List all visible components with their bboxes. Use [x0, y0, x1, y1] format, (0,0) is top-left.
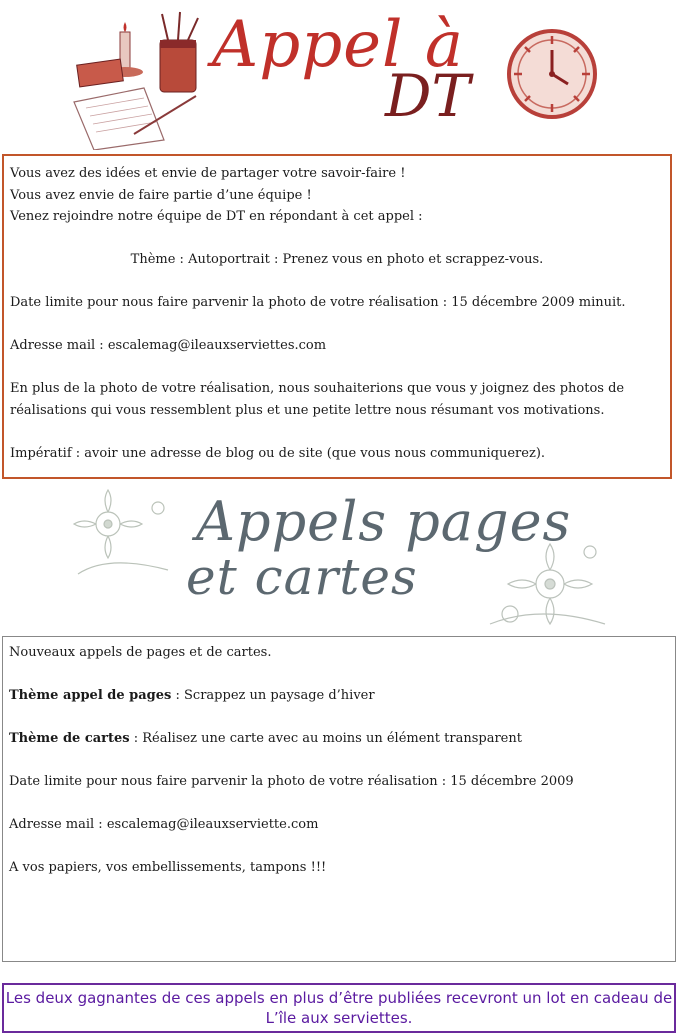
header-subtitle: DT	[385, 62, 471, 130]
dt-deadline: Date limite pour nous faire parvenir la photo de votre réalisation : 15 décembre 2009 minuit.	[10, 295, 626, 310]
desk-illustration-icon	[64, 10, 204, 150]
pages-theme-label: Thème appel de pages	[9, 688, 172, 704]
dt-call-box	[2, 154, 672, 479]
dt-theme: Thème : Autoportrait : Prenez vous en photo et scrappez-vous.	[130, 252, 544, 267]
prize-text: Les deux gagnantes de ces appels en plus d’être publiées recevront un lot en cadeau de L’île aux serviettes.	[5, 989, 673, 1027]
header-title: Appel à	[212, 8, 464, 82]
cards-theme-label: Thème de cartes	[9, 731, 130, 747]
calls-banner	[0, 484, 676, 634]
cards-theme	[9, 728, 669, 750]
dt-line-1: Vous avez des idées et envie de partager votre savoir-faire !	[10, 166, 406, 181]
pages-closing: A vos papiers, vos embellissements, tampons !!!	[9, 860, 327, 876]
calls-banner-line-1: Appels pages	[196, 490, 572, 553]
calls-banner-line-2: et cartes	[186, 548, 418, 606]
pages-theme	[9, 685, 669, 707]
header-banner	[0, 0, 676, 152]
pages-email: Adresse mail : escalemag@ileauxserviette.com	[9, 817, 319, 833]
flower-decoration-icon	[480, 524, 610, 634]
pages-intro: Nouveaux appels de pages et de cartes.	[9, 645, 272, 660]
dt-email: Adresse mail : escalemag@ileauxserviettes.com	[10, 338, 327, 353]
prize-box	[2, 983, 676, 1033]
dt-line-2: Vous avez envie de faire partie d’une équipe !	[10, 187, 312, 203]
clock-icon	[506, 28, 598, 120]
dt-line-3: Venez rejoindre notre équipe de DT en répondant à cet appel :	[10, 209, 423, 224]
dt-extra: En plus de la photo de votre réalisation, nous souhaiterions que vous y joignez des photos de réalisations qui vous ressemblent plus et une petite lettre nous résumant vos motivations.	[10, 381, 625, 418]
pages-call-box	[2, 636, 676, 962]
flower-decoration-icon	[58, 484, 188, 594]
cards-theme-text: : Réalisez une carte avec au moins un élément transparent	[129, 731, 522, 747]
pages-theme-text: : Scrappez un paysage d’hiver	[171, 688, 375, 704]
dt-requirement: Impératif : avoir une adresse de blog ou de site (que vous nous communiquerez).	[10, 445, 546, 461]
pages-deadline: Date limite pour nous faire parvenir la photo de votre réalisation : 15 décembre 2009	[9, 774, 574, 790]
